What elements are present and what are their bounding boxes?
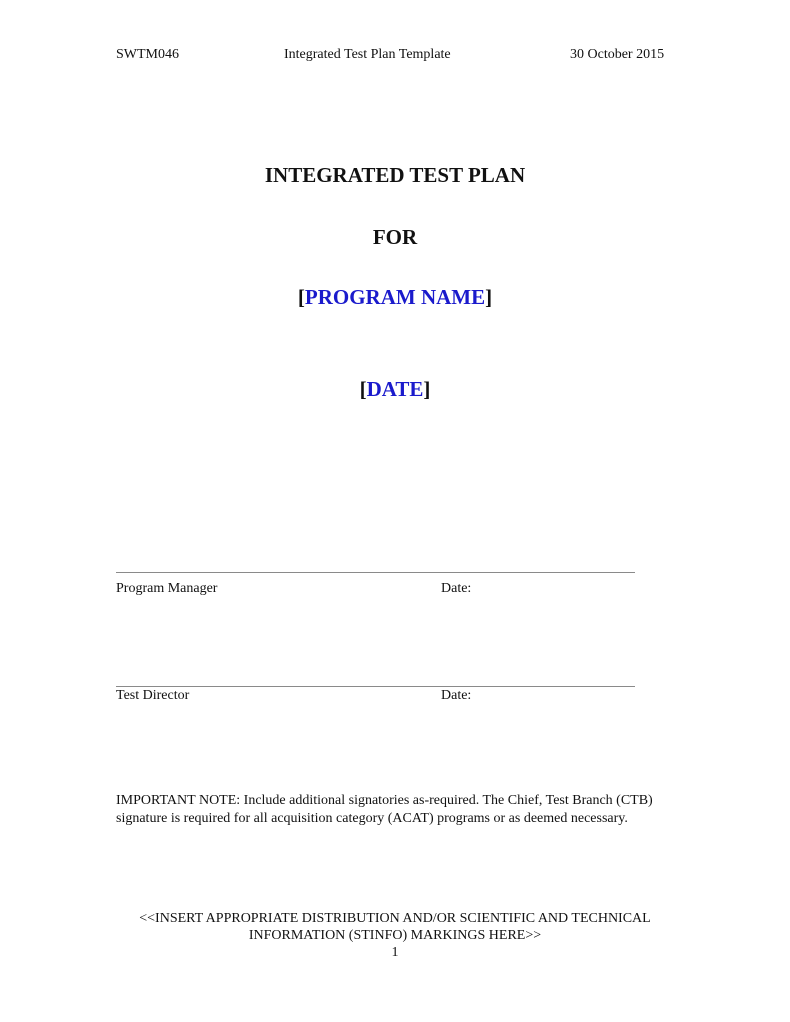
important-note: IMPORTANT NOTE: Include additional signatories as-required. The Chief, Test Branch (CTB) signature is required for all acquisition category (ACAT) programs or as deemed necessary.	[116, 793, 653, 826]
document-title: Integrated Test Plan Template	[284, 47, 451, 62]
date-placeholder: [DATE]	[359, 377, 431, 401]
signature-role-test-director: Test Director	[116, 688, 190, 703]
distribution-line-1: <<INSERT APPROPRIATE DISTRIBUTION AND/OR SCIENTIFIC AND TECHNICAL	[139, 911, 651, 926]
date-value: DATE	[366, 377, 424, 401]
distribution-line-2: INFORMATION (STINFO) MARKINGS HERE>>	[248, 928, 542, 943]
document-id: SWTM046	[116, 47, 179, 62]
distribution-markings	[100, 910, 690, 961]
document-date: 30 October 2015	[570, 47, 665, 62]
signature-role-program-manager: Program Manager	[116, 581, 218, 596]
page-title: INTEGRATED TEST PLAN	[264, 163, 526, 187]
signature-date-label: Date:	[441, 581, 472, 596]
program-name: PROGRAM NAME	[304, 285, 486, 309]
signature-line-test-director	[116, 686, 635, 687]
title-for: FOR	[372, 225, 418, 249]
page-number: 1	[391, 945, 399, 960]
signature-date-label: Date:	[441, 688, 472, 703]
signature-line-program-manager	[116, 572, 635, 573]
program-name-placeholder: [PROGRAM NAME]	[297, 285, 493, 309]
